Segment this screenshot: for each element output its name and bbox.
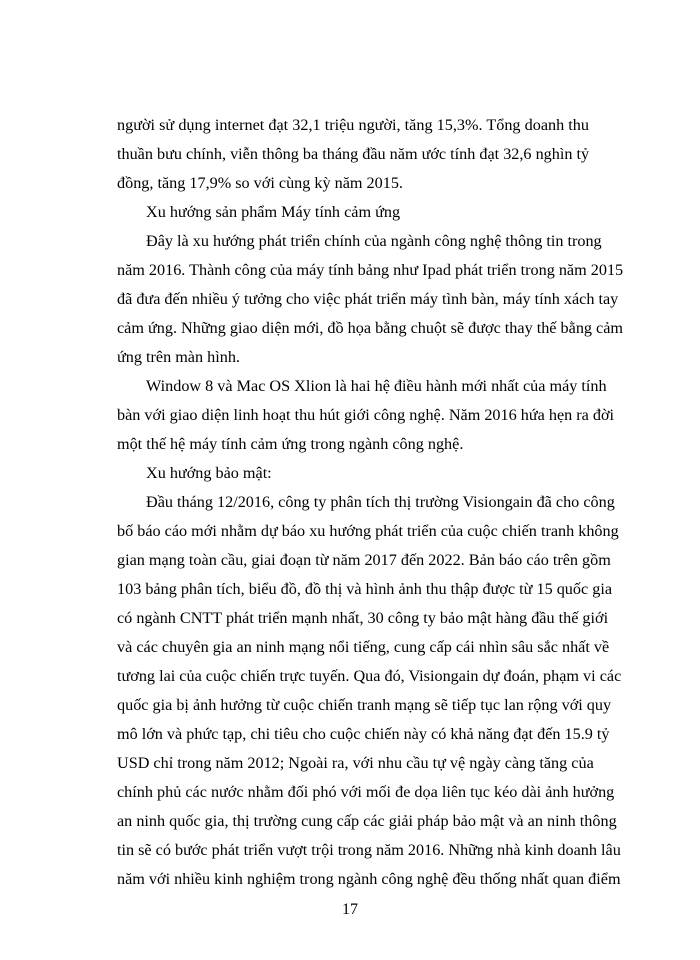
text-line: bàn với giao diện linh hoạt thu hút giới công nghệ. Năm 2016 hứa hẹn ra đời bbox=[117, 406, 615, 424]
text-line: người sử dụng internet đạt 32,1 triệu người, tăng 15,3%. Tổng doanh thu bbox=[117, 116, 589, 134]
text-line: năm 2016. Thành công của máy tính bảng như Ipad phát triển trong năm 2015 bbox=[117, 261, 624, 279]
text-line: gian mạng toàn cầu, giai đoạn từ năm 2017 đến 2022. Bản báo cáo trên gồm bbox=[117, 551, 611, 569]
text-line: ứng trên màn hình. bbox=[117, 348, 240, 366]
text-line: tương lai của cuộc chiến trực tuyến. Qua đó, Visiongain dự đoán, phạm vi các bbox=[117, 667, 622, 685]
text-line: USD chỉ trong năm 2012; Ngoài ra, với nhu cầu tự vệ ngày càng tăng của bbox=[117, 754, 594, 772]
text-line: một thế hệ máy tính cảm ứng trong ngành công nghệ. bbox=[117, 435, 464, 453]
text-line: và các chuyên gia an ninh mạng nổi tiếng, cung cấp cái nhìn sâu sắc nhất về bbox=[117, 638, 610, 656]
text-line: thuần bưu chính, viễn thông ba tháng đầu năm ước tính đạt 32,6 nghìn tỷ bbox=[117, 145, 590, 163]
text-line: tin sẽ có bước phát triển vượt trội trong năm 2016. Những nhà kinh doanh lâu bbox=[117, 841, 621, 859]
text-line: mô lớn và phức tạp, chi tiêu cho cuộc chiến này có khả năng đạt đến 15.9 tỷ bbox=[117, 725, 610, 743]
text-line: cảm ứng. Những giao diện mới, đồ họa bằng chuột sẽ được thay thế bằng cảm bbox=[117, 319, 624, 337]
section-heading: Xu hướng bảo mật: bbox=[146, 464, 272, 482]
text-line: an ninh quốc gia, thị trường cung cấp các giải pháp bảo mật và an ninh thông bbox=[117, 812, 617, 830]
text-line: năm với nhiều kinh nghiệm trong ngành công nghệ đều thống nhất quan điểm bbox=[117, 870, 621, 888]
section-heading: Xu hướng sản phẩm Máy tính cảm ứng bbox=[146, 203, 401, 221]
page-number: 17 bbox=[342, 901, 358, 918]
text-line: đồng, tăng 17,9% so với cùng kỳ năm 2015. bbox=[117, 174, 403, 192]
text-line: quốc gia bị ảnh hưởng từ cuộc chiến tranh mạng sẽ tiếp tục lan rộng với quy bbox=[117, 696, 612, 714]
text-line: có ngành CNTT phát triển mạnh nhất, 30 công ty bảo mật hàng đầu thế giới bbox=[117, 609, 609, 627]
text-line: 103 bảng phân tích, biểu đồ, đồ thị và hình ảnh thu thập được từ 15 quốc gia bbox=[117, 580, 613, 598]
text-line: Window 8 và Mac OS Xlion là hai hệ điều hành mới nhất của máy tính bbox=[146, 377, 607, 395]
text-line: chính phủ các nước nhằm đối phó với mối đe dọa liên tục kéo dài ảnh hưởng bbox=[117, 783, 615, 801]
text-line: Đây là xu hướng phát triển chính của ngành công nghệ thông tin trong bbox=[146, 232, 602, 250]
text-line: đã đưa đến nhiều ý tưởng cho việc phát triển máy tình bàn, máy tính xách tay bbox=[117, 290, 619, 308]
text-line: bố báo cáo mới nhằm dự báo xu hướng phát triển của cuộc chiến tranh không bbox=[117, 522, 619, 540]
text-line: Đầu tháng 12/2016, công ty phân tích thị trường Visiongain đã cho công bbox=[146, 493, 615, 511]
